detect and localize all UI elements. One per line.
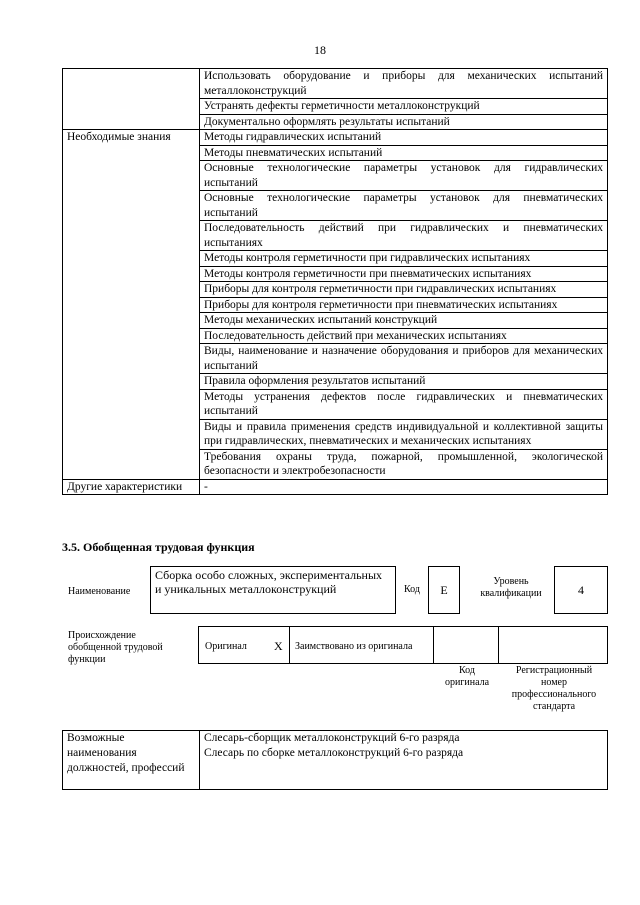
code-value: E (440, 583, 448, 597)
row-text: Методы гидравлических испытаний (200, 130, 608, 146)
row-text: Документально оформлять результаты испытаний (200, 114, 608, 130)
origin-label: Происхождение обобщенной трудовой функции (68, 630, 163, 665)
table-row (63, 479, 608, 495)
row-text: Правила оформления результатов испытаний (200, 374, 608, 390)
code-value-box (428, 566, 460, 614)
name-value: Сборка особо сложных, экспериментальных и уникальных металлоконструкций (155, 568, 383, 596)
page-number: 18 (314, 43, 326, 57)
row-text: Методы механических испытаний конструкций (200, 313, 608, 329)
skills-knowledge-table (62, 68, 608, 495)
row-text: Последовательность действий при гидравлических и пневматических испытаниях (200, 221, 608, 251)
table-row (63, 130, 608, 146)
row-text: Виды и правила применения средств индивидуальной и коллективной защиты при гидравлических, пневматических и механических испытаниях (200, 419, 608, 449)
original-mark: X (274, 639, 283, 653)
code-original-cell (433, 626, 499, 664)
positions-list (200, 731, 608, 790)
row-text: Основные технологические параметры установок для гидравлических испытаний (200, 161, 608, 191)
section-title: 3.5. Обобщенная трудовая функция (62, 540, 255, 554)
table-row (63, 69, 608, 99)
original-label: Оригинал (205, 641, 247, 652)
row-text: Приборы для контроля герметичности при пневматических испытаниях (200, 297, 608, 313)
borrowed-label: Заимствовано из оригинала (295, 641, 413, 652)
row-text: Методы контроля герметичности при гидравлических испытаниях (200, 251, 608, 267)
positions-label: Возможные наименования должностей, профессий (63, 731, 200, 790)
row-text: Устранять дефекты герметичности металлоконструкций (200, 99, 608, 115)
code-original-caption: Код оригинала (444, 665, 490, 688)
row-text: Требования охраны труда, пожарной, промышленной, экологической безопасности и электробезопасности (200, 449, 608, 479)
other-label: Другие характеристики (63, 479, 200, 495)
level-label: Уровень квалификации (480, 576, 542, 599)
row-text: Методы пневматических испытаний (200, 145, 608, 161)
row-label: Необходимые знания (63, 130, 200, 480)
row-text: Методы контроля герметичности при пневматических испытаниях (200, 266, 608, 282)
code-label: Код (404, 584, 420, 595)
row-text: Последовательность действий при механических испытаниях (200, 328, 608, 344)
position-item: Слесарь-сборщик металлоконструкций 6-го разряда (204, 732, 460, 744)
reg-number-caption: Регистрационный номер профессионального стандарта (511, 665, 597, 712)
row-text: Виды, наименование и назначение оборудования и приборов для механических испытаний (200, 344, 608, 374)
name-value-box (150, 566, 396, 614)
row-text: Методы устранения дефектов после гидравлических и пневматических испытаний (200, 389, 608, 419)
level-value: 4 (578, 583, 584, 597)
positions-table (62, 730, 608, 790)
level-value-box (554, 566, 608, 614)
row-text: Основные технологические параметры установок для пневматических испытаний (200, 191, 608, 221)
row-text: Приборы для контроля герметичности при гидравлических испытаниях (200, 282, 608, 298)
row-text: Использовать оборудование и приборы для механических испытаний металлоконструкций (200, 69, 608, 99)
position-item: Слесарь по сборке металлоконструкций 6-го разряда (204, 747, 464, 759)
name-label: Наименование (68, 586, 131, 597)
other-value: - (200, 479, 608, 495)
row-label (63, 69, 200, 130)
